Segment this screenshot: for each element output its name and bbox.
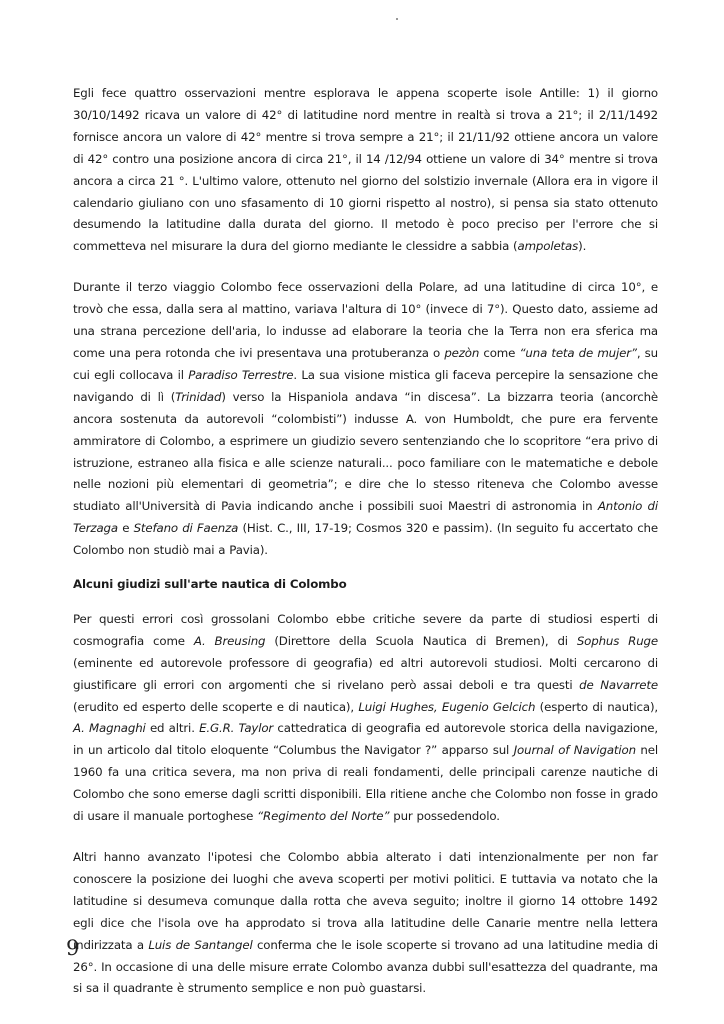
italic-text-run: Paradiso Terrestre (188, 367, 294, 382)
italic-text-run: Antonio di Terzaga (73, 499, 658, 536)
text-run: come (479, 345, 520, 360)
text-run: (Direttore della Scuola Nautica di Bremen), di (265, 633, 577, 648)
text-run: conferma che le isole scoperte si trovano ad una latitudine media di 26°. In occasione di una delle misure errate Colombo avanza dubbi sull'esattezza del quadrante, ma si sa il quadrante è strumento semplice e non può guastarsi. (73, 937, 658, 996)
text-run: cattedratica di geografia ed autorevole storica della navigazione, in un articolo dal titolo eloquente “Columbus the Navigator ?” apparso sul (73, 721, 658, 758)
paragraph-critics (73, 609, 658, 828)
paragraph-hypothesis (73, 847, 658, 1000)
section-heading: Alcuni giudizi sull'arte nautica di Colombo (73, 577, 347, 592)
italic-text-run: E.G.R. Taylor (199, 721, 274, 736)
italic-text-run: de Navarrete (579, 677, 658, 692)
text-run: , su cui egli collocava il (73, 345, 659, 382)
text-run: pur possedendolo. (389, 809, 500, 824)
italic-text-run: Stefano di Faenza (133, 521, 239, 536)
italic-text-run: Journal of Navigation (513, 743, 636, 758)
paragraph-third-voyage (73, 277, 658, 562)
text-run: e (117, 521, 134, 536)
italic-text-run: Trinidad (175, 389, 222, 404)
italic-text-run: “una teta de mujer” (519, 345, 637, 360)
text-run: . La sua visione mistica gli faceva percepire la sensazione che navigando di lì ( (73, 367, 658, 404)
scan-speck (396, 18, 398, 20)
text-run: Per questi errori così grossolani Colombo ebbe critiche severe da parte di studiosi esperti di cosmografia come (73, 611, 658, 648)
text-run: ed altri. (145, 721, 200, 736)
italic-text-run: Sophus Ruge (576, 633, 658, 648)
text-run: Egli fece quattro osservazioni mentre esplorava le appena scoperte isole Antille: 1) il giorno 30/10/1492 ricava un valore di 42° di latitudine nord mentre in realtà si trova a 21°; il 2/11/1492 fornisce ancora un valore di 42° mentre si trova sempre a 21°; il 21/11/92 ottiene ancora un valore di 42° contro una posizione ancora di circa 21°, il 14 /12/94 ottiene un valore di 34° mentre si trova ancora a circa 21 °. L'ultimo valore, ottenuto nel giorno del solstizio invernale (Allora era in vigore il calendario giuliano con uno sfasamento di 10 giorni rispetto al nostro), si pensa sia stato ottenuto desumendo la latitudine dalla durata del giorno. Il metodo è poco preciso per l'errore che si commetteva nel misurare la dura del giorno mediante le clessidre a sabbia ( (73, 86, 658, 254)
text-run: nel 1960 fa una critica severa, ma non priva di reali fondamenti, delle principali carenze nautiche di Colombo che sono emerse dagli scritti disponibili. Ella ritiene anche che Colombo non fosse in grado di usare il manuale portoghese (73, 743, 658, 824)
text-run: (eminente ed autorevole professore di geografia) ed altri autorevoli studiosi. Molti cercarono di giustificare gli errori con argomenti che si rivelano però assai deboli e tra questi (73, 655, 658, 692)
page-number: 9 (66, 936, 80, 960)
paragraph-observations (73, 83, 658, 258)
italic-text-run: A. Magnaghi (73, 721, 146, 736)
text-run: (Hist. C., III, 17-19; Cosmos 320 e passim). (In seguito fu accertato che Colombo non studiò mai a Pavia). (73, 521, 658, 558)
text-run: ). (578, 239, 587, 254)
text-run: ) verso la Hispaniola andava “in discesa”. La bizzarra teoria (ancorchè ancora sostenuta da autorevoli “colombisti”) indusse A. von Humboldt, che pure era fervente ammiratore di Colombo, a esprimere un giudizio severo sentenziando che lo scopritore “era privo di istruzione, estraneo alla fisica e alle scienze naturali... poco familiare con le matematiche e debole nelle nozioni più elementari di geometria”; e dire che lo stesso riteneva che Colombo avesse studiato all'Università di Pavia indicando anche i possibili suoi Maestri di astronomia in (73, 389, 659, 514)
text-run: (erudito ed esperto delle scoperte e di nautica), (73, 699, 359, 714)
italic-text-run: pezòn (444, 345, 480, 360)
document-page (73, 83, 658, 1000)
italic-text-run: Luigi Hughes, Eugenio Gelcich (358, 699, 536, 714)
italic-text-run: “Regimento del Norte” (257, 809, 390, 824)
italic-text-run: ampoletas (517, 239, 579, 254)
text-run: Durante il terzo viaggio Colombo fece osservazioni della Polare, ad una latitudine di circa 10°, e trovò che essa, dalla sera al mattino, variava l'altura di 10° (invece di 7°). Questo dato, assieme ad una strana percezione dell'aria, lo indusse ad elaborare la teoria che la Terra non era sferica ma come una pera rotonda che ivi presentava una protuberanza o (73, 280, 658, 360)
text-run: Altri hanno avanzato l'ipotesi che Colombo abbia alterato i dati intenzionalmente per non far conoscere la posizione dei luoghi che aveva scoperti per motivi politici. E tuttavia va notato che la latitudine si desumeva comunque dalla rotta che aveva seguito; inoltre il giorno 14 ottobre 1492 egli dice che l'isola ove ha approdato si trova alla latitudine delle Canarie mentre nella lettera indirizzata a (73, 850, 658, 952)
italic-text-run: Luis de Santangel (148, 937, 253, 952)
italic-text-run: A. Breusing (193, 633, 266, 648)
text-run: (esperto di nautica), (535, 699, 658, 714)
